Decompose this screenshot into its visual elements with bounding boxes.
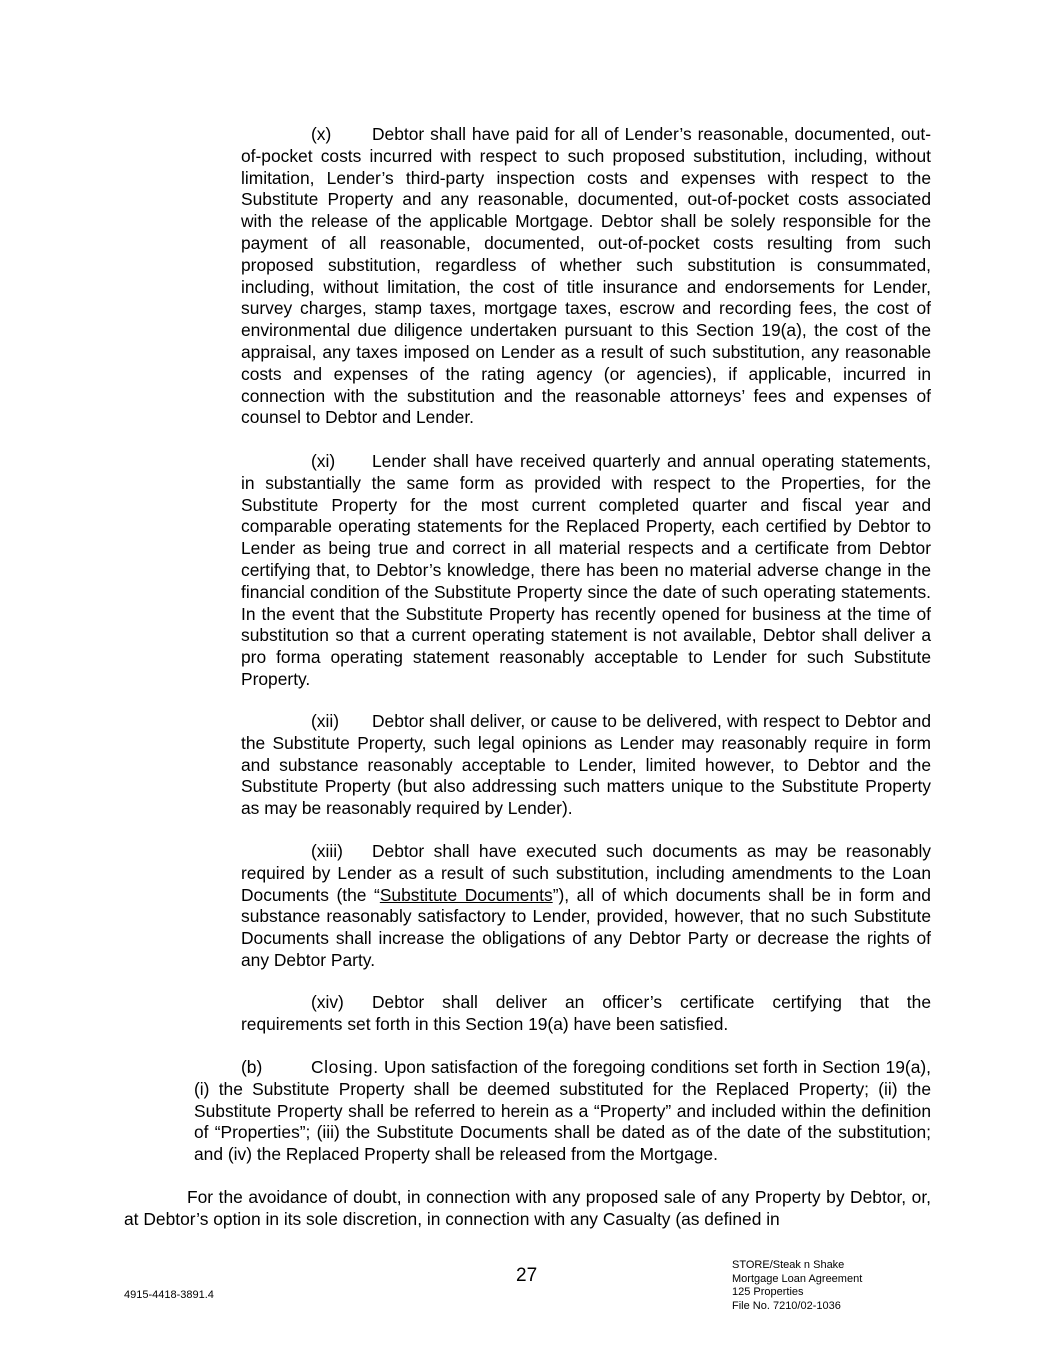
footer-line: 125 Properties (732, 1286, 804, 1299)
paragraph-number: (xii) (311, 711, 340, 731)
paragraph-closing (124, 1187, 931, 1231)
document-id: 4915-4418-3891.4 (124, 1289, 214, 1301)
paragraph-text: For the avoidance of doubt, in connection with any proposed sale of any Property by Debtor, or, at Debtor’s option in its sole discretion, in connection with any Casualty (as defined in (124, 1187, 931, 1229)
paragraph-number: (xiii) (311, 841, 343, 861)
footer-line: Mortgage Loan Agreement (732, 1272, 863, 1285)
section-heading: Closing. (311, 1057, 379, 1077)
paragraph-number: (x) (311, 124, 332, 144)
paragraph-xiii (241, 841, 931, 972)
footer-reference (732, 1259, 862, 1313)
paragraph-text: Debtor shall have paid for all of Lender’s reasonable, documented, out-of-pocket costs incurred with respect to such proposed substitution, including, without limitation, Lender’s third-party inspection costs and expenses with respect to the Substitute Property and any reasonable, documented, out-of-pocket costs associated with the release of the applicable Mortgage. Debtor shall be solely responsible for the payment of all reasonable, documented, out-of-pocket costs resulting from such proposed substitution, regardless of whether such substitution is consummated, including, without limitation, the cost of title insurance and endorsements for Lender, survey charges, stamp taxes, mortgage taxes, escrow and recording fees, the cost of environmental due diligence undertaken pursuant to this Section 19(a), the cost of the appraisal, any taxes imposed on Lender as a result of such substitution, any reasonable costs and expenses of the rating agency (or agencies), if applicable, incurred in connection with the substitution and the reasonable attorneys’ fees and expenses of counsel to Debtor and Lender. (241, 124, 931, 428)
paragraph-xi (241, 451, 931, 691)
paragraph-xii (241, 711, 931, 820)
page-number: 27 (516, 1265, 538, 1286)
defined-term: Substitute Documents (379, 884, 553, 905)
footer-line: File No. 7210/02-1036 (732, 1299, 841, 1312)
paragraph-number: (xiv) (311, 992, 344, 1012)
paragraph-xiv (241, 992, 931, 1036)
paragraph-text: Debtor shall deliver an officer’s certificate certifying that the requirements set forth in this Section 19(a) have been satisfied. (241, 992, 931, 1034)
paragraph-number: (xi) (311, 451, 336, 471)
paragraph-text: Upon satisfaction of the foregoing conditions set forth in Section 19(a), (i) the Substitute Property shall be deemed substituted for the Replaced Property; (ii) the Substitute Property shall be referred to herein as a “Property” and included within the definition of “Properties”; (iii) the Substitute Documents shall be dated as of the date of the substitution; and (iv) the Replaced Property shall be released from the Mortgage. (194, 1057, 931, 1165)
paragraph-text: Debtor shall have executed such documents as may be reasonably required by Lender as a result of such substitution, including amendments to the Loan Documents (the “ (241, 841, 931, 905)
paragraph-text: Lender shall have received quarterly and annual operating statements, in substantially the same form as provided with respect to the Properties, for the Substitute Property for the most current completed quarter and fiscal year and comparable operating statements for the Replaced Property, each certified by Debtor to Lender as being true and correct in all material respects and a certificate from Debtor certifying that, to Debtor’s knowledge, there has been no material adverse change in the financial condition of the Substitute Property since the date of such operating statements. In the event that the Substitute Property has recently opened for business at the time of substitution so that a current operating statement is not available, Debtor shall deliver a pro forma operating statement reasonably acceptable to Lender for such Substitute Property. (241, 451, 931, 689)
paragraph-text: Debtor shall deliver, or cause to be delivered, with respect to Debtor and the Substitute Property, such legal opinions as Lender may reasonably require in form and substance reasonably acceptable to Lender, limited however, to Debtor and the Substitute Property (but also addressing such matters unique to the Substitute Property as may be reasonably required by Lender). (241, 711, 931, 819)
footer-line: STORE/Steak n Shake (732, 1259, 845, 1271)
paragraph-x (241, 124, 931, 429)
paragraph-b (194, 1057, 931, 1166)
paragraph-text-continued: ”), all of which documents shall be in form and substance reasonably satisfactory to Lender, provided, however, that no such Substitute Documents shall increase the obligations of any Debtor Party or decrease the rights of any Debtor Party. (241, 884, 931, 970)
paragraph-number: (b) (241, 1057, 263, 1077)
